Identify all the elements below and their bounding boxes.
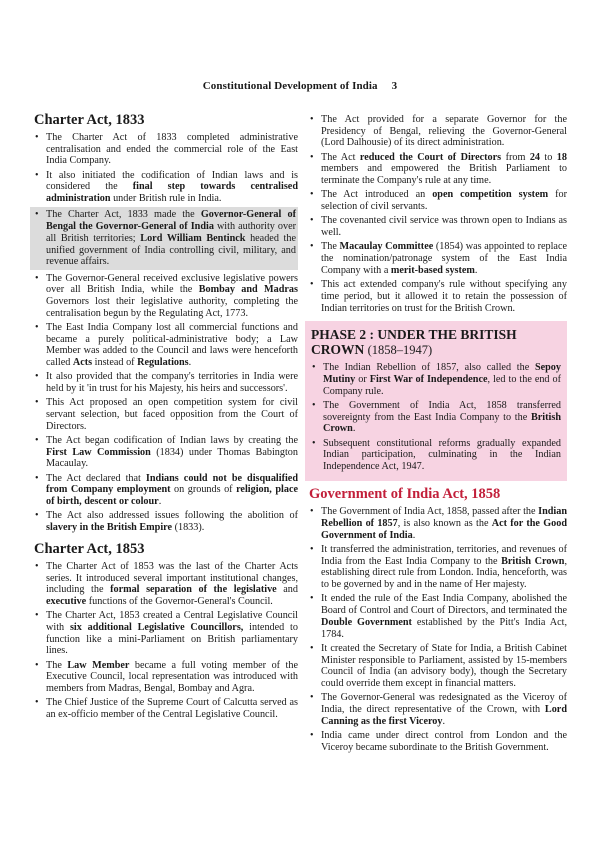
text-run: instead of xyxy=(92,357,138,369)
text-run: or xyxy=(355,373,370,385)
right-column xyxy=(309,114,567,756)
text-run: and xyxy=(276,584,298,596)
text-run: The Charter Act, 1853 created a Central Legislative Council with xyxy=(46,610,298,633)
bold-text: First Law Commission xyxy=(46,446,151,458)
text-run: (1854) was appointed to replace the nomination/patronage system of the East India Company with a xyxy=(321,241,568,276)
charter-1833-list xyxy=(34,132,298,534)
list-item xyxy=(34,561,298,608)
bold-text: reduced the Court of Directors xyxy=(359,151,502,163)
list-item xyxy=(309,730,567,753)
text-run: It created the Secretary of State for India, a British Cabinet Minister responsible to Parliament, assisted by 15-members Council of India (an advisory body), though the Secretary could override them except in financial matters. xyxy=(321,642,567,689)
text-run: The Governor-General received exclusive legislative powers over all British India, while the xyxy=(46,272,298,296)
text-run: The Act also addressed issues following the abolition of xyxy=(46,510,298,522)
text-run: The Governor-General was redesignated as the Viceroy of India, the direct representative of the Crown, with xyxy=(321,692,567,715)
text-run: The xyxy=(321,241,340,253)
list-item xyxy=(34,610,298,657)
text-run: to xyxy=(540,151,557,163)
bold-text: Indian Rebellion of 1857 xyxy=(321,506,567,530)
section-title-goi-act-1858: Government of India Act, 1858 xyxy=(309,486,501,503)
list-item xyxy=(309,506,567,541)
bold-text: six additional Legislative Councillors, xyxy=(69,621,244,633)
phase-2-list xyxy=(311,362,561,473)
text-run: The Act provided for a separate Governor for the Presidency of Bengal, relieving the Governor-General (Lord Dalhousie) of its direct administration. xyxy=(321,114,567,149)
charter-1853-list xyxy=(34,561,298,721)
bold-text: 24 xyxy=(529,151,540,163)
text-run: Subsequent constitutional reforms gradually expanded Indian participation, culminating in the Indian Independence Act, 1947. xyxy=(323,437,561,473)
bold-text: Law Member xyxy=(67,659,130,671)
left-column xyxy=(34,112,298,723)
running-header-title: Constitutional Development of India xyxy=(202,80,378,92)
bold-text: British Crown xyxy=(323,411,561,435)
running-header xyxy=(0,80,600,92)
bold-text: open competition system xyxy=(432,189,549,201)
list-item xyxy=(309,114,567,149)
text-run: functions of the Governor-General's Council. xyxy=(86,595,273,607)
list-item xyxy=(311,438,561,473)
list-item xyxy=(309,544,567,591)
bold-text: Acts xyxy=(72,357,93,369)
text-run: The Act declared that xyxy=(46,472,146,484)
text-run: The Charter Act of 1853 was the last of the Charter Acts series. It introduced several important institutional changes, including the xyxy=(46,560,298,596)
text-run: It ended the rule of the East India Company, abolished the Board of Control and Court of Directors, and terminated the xyxy=(321,593,567,617)
list-item xyxy=(311,362,561,397)
phase-2-heading: PHASE 2 : UNDER THE BRITISH CROWN xyxy=(311,327,517,358)
bold-text: Regulations xyxy=(137,357,189,369)
text-run: from xyxy=(501,151,530,163)
goi-act-1858-list xyxy=(309,506,567,753)
bold-text: 18 xyxy=(556,151,567,163)
bold-text: executive xyxy=(46,595,87,607)
text-run: headed the unified government of India controlling civil, military, and revenue affairs. xyxy=(46,232,296,268)
text-run: The Act xyxy=(321,151,360,163)
text-run: The xyxy=(46,659,68,671)
bold-text: First War of Independence xyxy=(369,373,488,385)
list-item xyxy=(34,132,298,167)
text-run: , establishing direct rule from London. India, henceforth, was to be governed by and in the name of Her majesty. xyxy=(321,555,568,591)
text-run: It also initiated the codification of Indian laws and is considered the xyxy=(46,169,298,193)
text-run: with authority over all British territories; xyxy=(46,221,296,244)
list-item xyxy=(34,435,298,470)
list-item xyxy=(34,473,298,508)
bold-text: Act for the Good Government of India xyxy=(321,518,568,541)
bold-text: merit-based system xyxy=(390,264,475,276)
text-run: members and empowered the British Parliament to terminate the Company's rule at any time. xyxy=(321,163,567,187)
bold-text: British Crown xyxy=(501,555,565,567)
list-item xyxy=(309,279,567,314)
list-item xyxy=(34,170,298,205)
list-item xyxy=(309,593,567,640)
list-item xyxy=(309,643,567,690)
charter-1853-continued-list xyxy=(309,114,567,314)
list-item xyxy=(309,241,567,276)
text-run: intended to function like a mini-Parliament on British parliamentary lines. xyxy=(46,621,298,657)
text-run: The Act introduced an xyxy=(321,189,433,201)
bold-text: Macaulay Committee xyxy=(339,241,434,253)
text-run: on grounds of xyxy=(170,484,237,496)
list-item xyxy=(311,400,561,435)
bold-text: Lord William Bentinck xyxy=(140,232,246,244)
list-item xyxy=(30,207,298,270)
text-run: The Indian Rebellion of 1857, also called the xyxy=(323,362,535,374)
text-run: The Chief Justice of the Supreme Court of Calcutta served as an ex-officio member of the Central Legislative Council. xyxy=(46,697,298,721)
text-run: . xyxy=(158,496,162,508)
list-item xyxy=(34,371,298,394)
text-run: under British rule in India. xyxy=(110,193,222,205)
bold-text: Sepoy Mutiny xyxy=(323,362,561,385)
text-run: The Charter Act, 1833 made the xyxy=(46,209,201,221)
list-item xyxy=(309,189,567,212)
bold-text: Lord Canning as the first Viceroy xyxy=(321,703,567,727)
list-item xyxy=(34,322,298,369)
bold-text: Double Government xyxy=(321,616,412,628)
bold-text: Indians could not be disqualified from Company employment xyxy=(46,472,298,496)
list-item xyxy=(34,273,298,320)
text-run: (1833). xyxy=(172,522,205,534)
text-run: This act extended company's rule without specifying any time period, but it allowed it to retain the possession of Indian territories on trust for the British Crown. xyxy=(321,279,567,314)
list-item xyxy=(309,215,567,238)
bold-text: Governor-General of Bengal the Governor-General of India xyxy=(46,209,296,233)
bold-text: religion, place of birth, descent or colour xyxy=(46,484,298,508)
list-item xyxy=(34,397,298,432)
text-run: The East India Company lost all commercial functions and became a purely political-administrative body; a Law Member was added to the Council and laws were henceforth called xyxy=(46,321,298,369)
text-run: The Government of India Act, 1858, passed after the xyxy=(321,506,539,518)
list-item xyxy=(34,510,298,533)
list-item xyxy=(34,697,298,720)
text-run: became a full voting member of the Executive Council, local representation was introduced with members from Madras, Bengal, Bombay and Agra. xyxy=(46,659,298,695)
text-run: The Government of India Act, 1858 transferred sovereignty from the East India Company to the xyxy=(323,399,561,423)
text-run: . xyxy=(442,715,446,727)
text-run: It transferred the administration, territories, and revenues of India from the East India Company to the xyxy=(321,544,567,567)
text-run: established by the Pitt's India Act, 1784. xyxy=(321,616,567,640)
bold-text: formal separation of the legislative xyxy=(110,584,277,596)
text-run: It also provided that the company's territories in India were held by it 'in trust for his Majesty, his heirs and successors'. xyxy=(46,371,298,395)
bold-text: final step towards centralised administration xyxy=(46,181,298,205)
list-item xyxy=(309,152,567,187)
phase-2-title xyxy=(311,327,561,358)
page-number: 3 xyxy=(391,80,398,92)
section-title-charter-act-1853: Charter Act, 1853 xyxy=(34,540,145,557)
list-item xyxy=(34,660,298,695)
text-run: The covenanted civil service was thrown open to Indians as well. xyxy=(321,215,567,239)
text-run: The Charter Act of 1833 completed administrative centralisation and ended the commercial role of the East India Company. xyxy=(46,132,298,167)
text-run: . xyxy=(352,423,356,435)
text-run: The Act began codification of Indian laws by creating the xyxy=(46,435,298,447)
text-run: . xyxy=(474,264,478,276)
text-run: , led to the end of Company rule. xyxy=(323,373,561,397)
text-run: India came under direct control from London and the Viceroy became subordinate to the British Government. xyxy=(321,729,567,753)
text-run: Governors lost their legislative authority, completing the centralisation begun by the Regulating Act, 1773. xyxy=(46,295,298,319)
text-run: This Act proposed an open competition system for civil servant selection, but faced opposition from the Court of Directors. xyxy=(46,397,298,432)
text-run: . xyxy=(412,529,416,541)
phase-2-box xyxy=(305,321,567,481)
bold-text: Bombay and Madras xyxy=(198,284,298,296)
text-run: . xyxy=(188,357,192,369)
text-run: for selection of civil servants. xyxy=(321,189,567,213)
list-item xyxy=(309,692,567,727)
section-title-charter-act-1833: Charter Act, 1833 xyxy=(34,112,145,128)
phase-2-years: (1858–1947) xyxy=(367,343,433,358)
text-run: (1834) under Thomas Babington Macaulay. xyxy=(46,446,298,470)
text-run: , is also known as the xyxy=(397,518,492,530)
bold-text: slavery in the British Empire xyxy=(46,522,173,534)
